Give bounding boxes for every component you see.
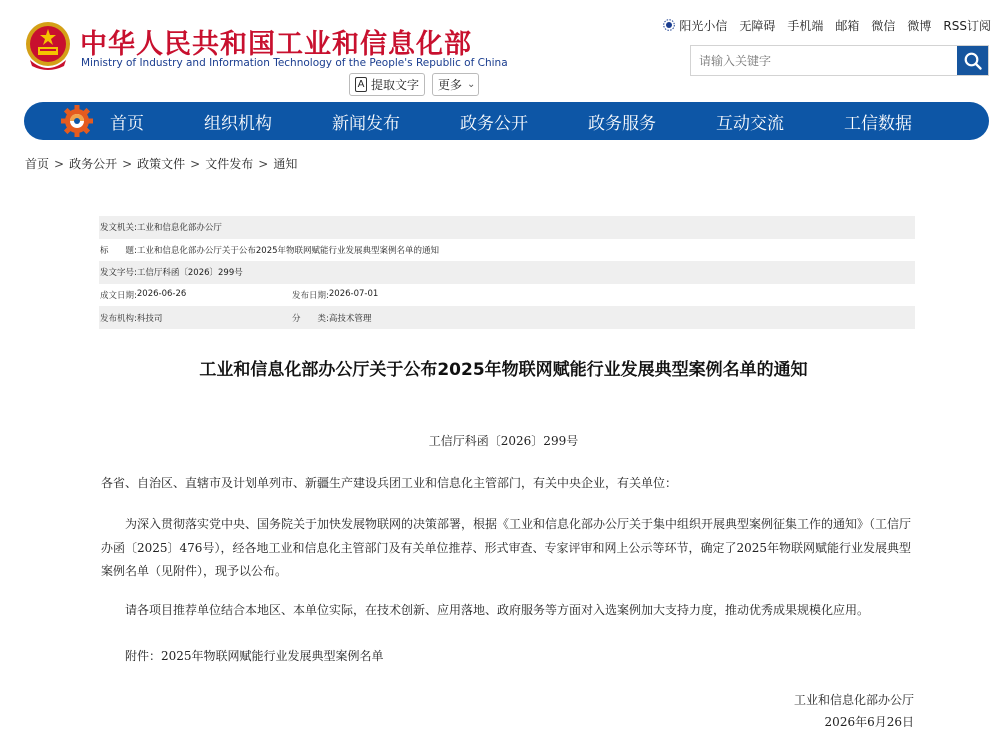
nav-organization[interactable]: 组织机构 — [204, 113, 272, 134]
article-paragraph-2: 请各项目推荐单位结合本地区、本单位实际，在技术创新、应用落地、政府服务等方面对入选案例加大支持力度，推动优秀成果规模化应用。 — [125, 603, 870, 617]
top-link-email[interactable]: 邮箱 — [835, 19, 860, 33]
breadcrumb-separator: > — [258, 157, 269, 171]
top-link-wechat[interactable]: 微信 — [871, 19, 896, 33]
breadcrumb-separator: > — [190, 157, 201, 171]
info-row-dates — [99, 284, 915, 307]
nav-government-affairs[interactable]: 政务公开 — [460, 113, 528, 134]
nav-interaction[interactable]: 互动交流 — [716, 113, 784, 134]
top-links-bar — [651, 17, 991, 34]
article-paragraph-1: 为深入贯彻落实党中央、国务院关于加快发展物联网的决策部署，根据《工业和信息化部办公厅关于集中组织开展典型案例征集工作的通知》（工信厅办函〔2025〕476号），经各地工业和信息化主管部门及有关单位推荐、形式审查、专家评审和网上公示等环节，确定了2025年物联网赋能行业发展典型案例名单（见附件），现予以公布。 — [101, 517, 912, 578]
breadcrumb — [25, 155, 297, 172]
search-box — [690, 45, 989, 76]
top-link-accessibility[interactable]: 无障碍 — [739, 19, 776, 33]
site-title[interactable]: 中华人民共和国工业和信息化部 — [80, 29, 472, 60]
issuer-label: 发文机关: — [100, 223, 137, 234]
publisher-value: 科技司 — [136, 313, 163, 324]
info-row-issuer — [99, 216, 915, 239]
more-dropdown[interactable] — [432, 73, 479, 96]
publisher-label: 发布机构: — [100, 313, 137, 324]
top-link-mobile[interactable]: 手机端 — [787, 19, 824, 33]
top-link-sunshine[interactable]: 阳光小信 — [663, 17, 727, 34]
extract-text-button[interactable] — [349, 73, 425, 96]
chevron-down-icon: ⌄ — [467, 79, 476, 90]
national-emblem-icon[interactable] — [24, 20, 72, 72]
breadcrumb-policy-documents[interactable]: 政策文件 — [137, 157, 186, 171]
breadcrumb-document-release[interactable]: 文件发布 — [205, 157, 254, 171]
search-input[interactable] — [691, 46, 958, 75]
top-link-weibo[interactable]: 微博 — [907, 19, 932, 33]
info-row-publisher — [99, 306, 915, 329]
nav-news[interactable]: 新闻发布 — [332, 113, 400, 134]
info-row-title — [99, 239, 915, 262]
nav-data[interactable]: 工信数据 — [844, 113, 912, 134]
search-button[interactable] — [957, 46, 988, 75]
document-info-table — [99, 216, 915, 329]
extract-text-label: 提取文字 — [370, 78, 419, 92]
breadcrumb-separator: > — [122, 157, 133, 171]
article-doc-number: 工信厅科函〔2026〕299号 — [428, 434, 579, 448]
category-value: 高技术管理 — [328, 313, 372, 324]
more-label: 更多 — [438, 78, 463, 92]
published-date-label: 发布日期: — [292, 291, 329, 302]
signature-organization: 工业和信息化部办公厅 — [793, 693, 914, 707]
sunshine-icon — [663, 19, 675, 31]
published-date-value: 2026-07-01 — [328, 289, 379, 300]
article-addressee: 各省、自治区、直辖市及计划单列市、新疆生产建设兵团工业和信息化主管部门，有关中央企业，有关单位： — [101, 476, 678, 490]
created-date-value: 2026-06-26 — [136, 289, 187, 300]
signature-date: 2026年6月26日 — [824, 715, 914, 729]
article-title: 工业和信息化部办公厅关于公布2025年物联网赋能行业发展典型案例名单的通知 — [199, 360, 808, 380]
category-label: 分 类: — [292, 313, 329, 324]
breadcrumb-home[interactable]: 首页 — [25, 157, 50, 171]
top-link-rss[interactable]: RSS订阅 — [943, 19, 991, 33]
search-icon — [963, 51, 983, 71]
site-header — [0, 0, 1007, 100]
breadcrumb-government-affairs[interactable]: 政务公开 — [69, 157, 118, 171]
text-recognition-icon: A — [355, 77, 367, 92]
breadcrumb-separator: > — [54, 157, 65, 171]
created-date-label: 成文日期: — [100, 291, 137, 302]
main-nav — [24, 102, 989, 140]
nav-home[interactable]: 首页 — [110, 113, 144, 134]
docno-value: 工信厅科函〔2026〕299号 — [136, 268, 243, 279]
title-value: 工业和信息化部办公厅关于公布2025年物联网赋能行业发展典型案例名单的通知 — [136, 245, 440, 256]
article-attachment[interactable]: 附件：2025年物联网赋能行业发展典型案例名单 — [125, 649, 384, 663]
nav-government-services[interactable]: 政务服务 — [588, 113, 656, 134]
site-subtitle-en: Ministry of Industry and Information Technology of the People's Republic of China — [81, 57, 508, 69]
docno-label: 发文字号: — [100, 268, 137, 279]
breadcrumb-notice[interactable]: 通知 — [273, 157, 298, 171]
info-row-docno — [99, 261, 915, 284]
issuer-value: 工业和信息化部办公厅 — [136, 223, 222, 234]
title-label: 标 题: — [100, 245, 137, 256]
gear-logo-icon[interactable] — [60, 104, 94, 138]
